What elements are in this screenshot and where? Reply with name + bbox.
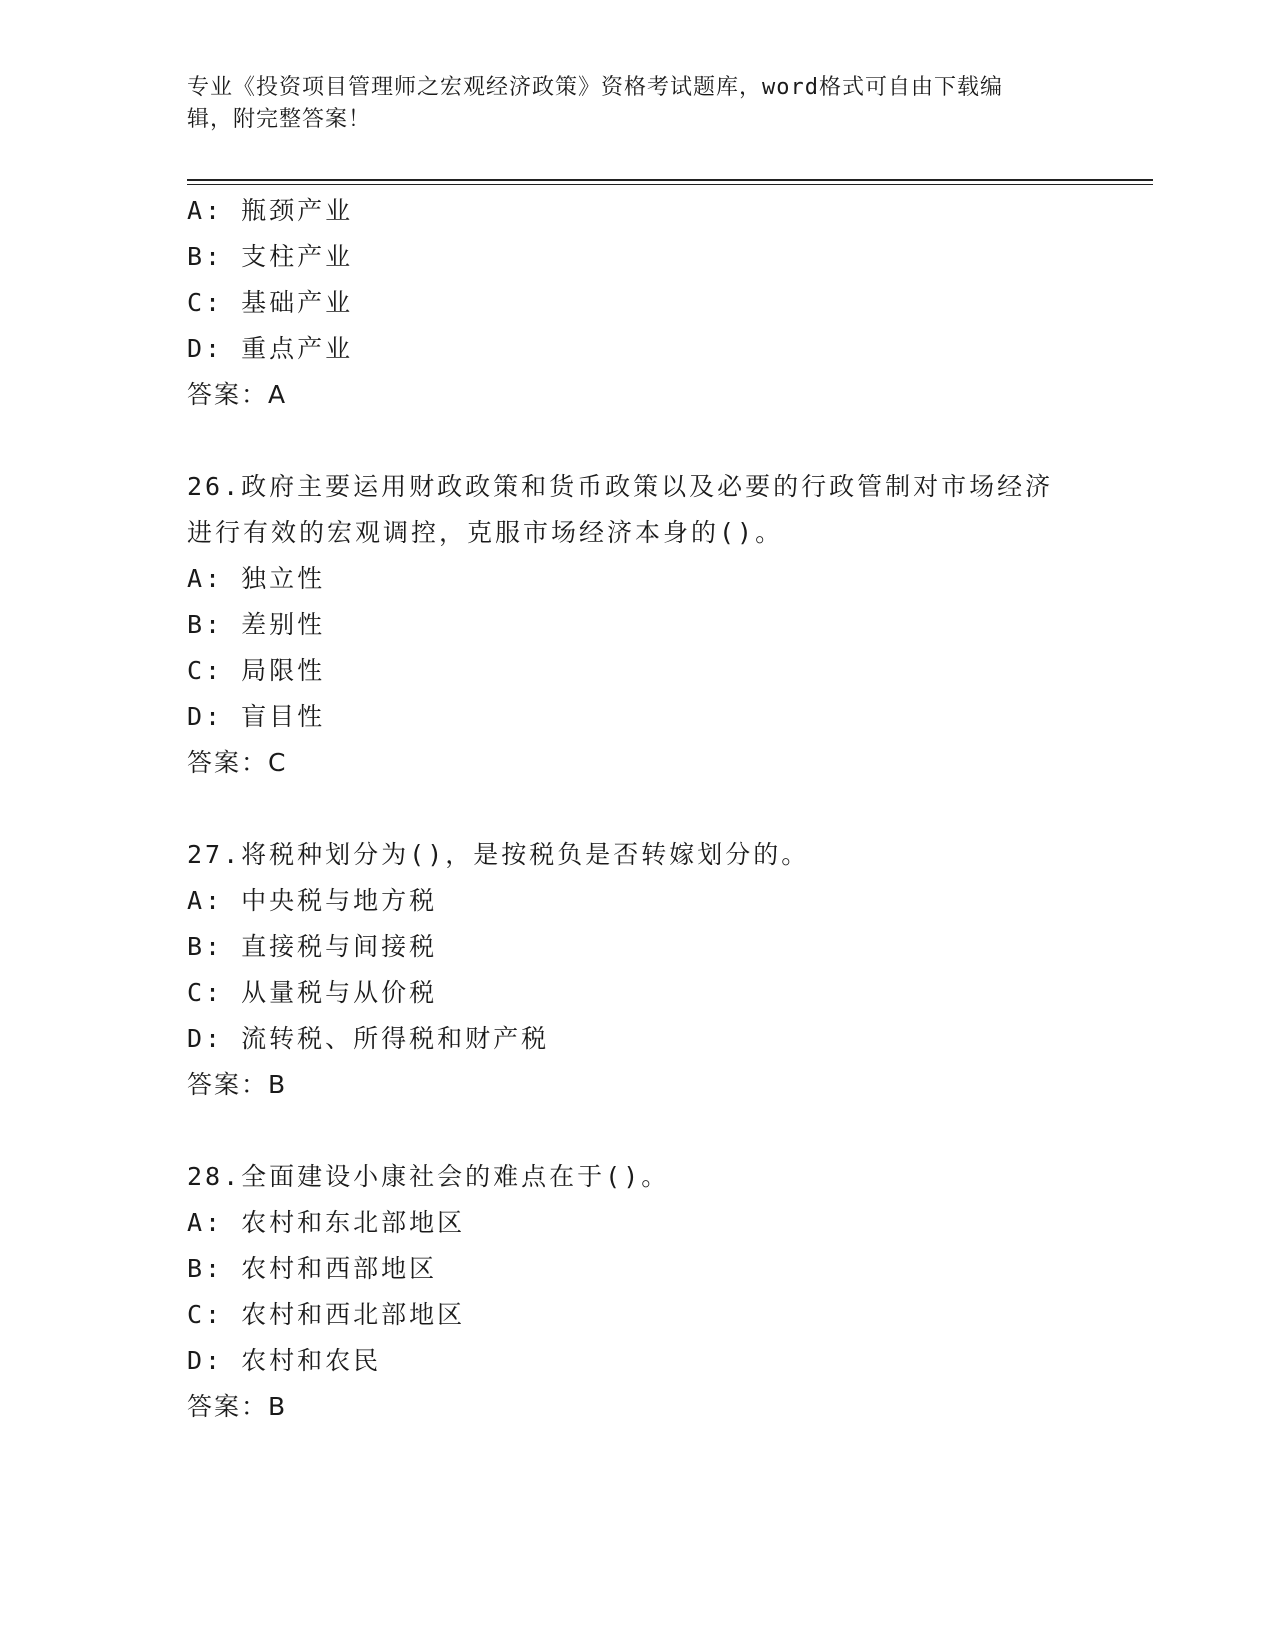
question-27 — [187, 832, 1087, 1108]
option-c: C: 局限性 — [187, 656, 326, 685]
option-b: B: 农村和西部地区 — [187, 1254, 438, 1283]
option-d: D: 农村和农民 — [187, 1346, 382, 1375]
answer: 答案：B — [187, 1392, 288, 1421]
question-list — [187, 188, 1087, 1430]
question-stem-line-1: 27.将税种划分为()，是按税负是否转嫁划分的。 — [187, 840, 810, 869]
spacer — [187, 418, 1087, 464]
header-divider-thick — [187, 179, 1153, 181]
answer: 答案：A — [187, 380, 288, 409]
option-a: A: 农村和东北部地区 — [187, 1208, 466, 1237]
answer: 答案：C — [187, 748, 288, 777]
spacer — [187, 1108, 1087, 1154]
option-d: D: 重点产业 — [187, 334, 354, 363]
header-line-2: 辑，附完整答案！ — [187, 107, 372, 132]
option-c: C: 农村和西北部地区 — [187, 1300, 466, 1329]
spacer — [187, 786, 1087, 832]
question-25 — [187, 188, 1087, 418]
option-d: D: 流转税、所得税和财产税 — [187, 1024, 550, 1053]
header-divider-thin — [187, 184, 1153, 185]
question-28 — [187, 1154, 1087, 1430]
option-b: B: 差别性 — [187, 610, 326, 639]
option-a: A: 独立性 — [187, 564, 326, 593]
option-c: C: 从量税与从价税 — [187, 978, 438, 1007]
option-b: B: 支柱产业 — [187, 242, 354, 271]
option-b: B: 直接税与间接税 — [187, 932, 438, 961]
document-header — [187, 72, 1087, 136]
question-26 — [187, 464, 1087, 786]
header-line-1: 专业《投资项目管理师之宏观经济政策》资格考试题库，word格式可自由下载编 — [187, 75, 1003, 100]
option-a: A: 中央税与地方税 — [187, 886, 438, 915]
answer: 答案：B — [187, 1070, 288, 1099]
option-c: C: 基础产业 — [187, 288, 354, 317]
option-a: A: 瓶颈产业 — [187, 196, 354, 225]
question-stem-line-1: 28.全面建设小康社会的难点在于()。 — [187, 1162, 670, 1191]
option-d: D: 盲目性 — [187, 702, 326, 731]
question-stem-line-1: 26.政府主要运用财政政策和货币政策以及必要的行政管制对市场经济 — [187, 472, 1054, 501]
question-stem-line-2: 进行有效的宏观调控，克服市场经济本身的()。 — [187, 518, 784, 547]
